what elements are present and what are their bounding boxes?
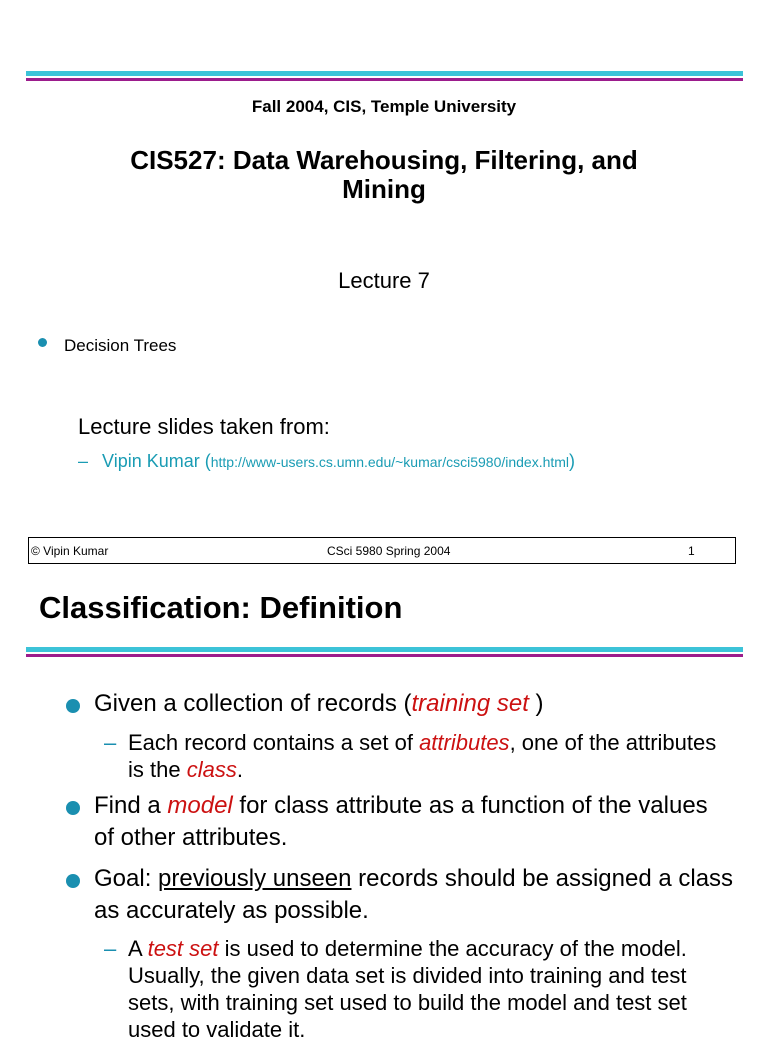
bullet-text: records should be assigned a class as accurately as possible. [94, 865, 734, 924]
bullet-text: Goal: [94, 865, 159, 892]
bullet-text: for class attribute as a function of the values of other attributes. [94, 792, 708, 851]
source-author: Vipin Kumar ( [102, 451, 211, 471]
header-rule [26, 71, 743, 81]
sub-bullet-text: . [236, 757, 243, 782]
lecture-number: Lecture 7 [338, 268, 430, 293]
emphasis-model: model [167, 792, 233, 819]
course-title [0, 146, 768, 204]
emphasis-attributes: attributes [419, 730, 510, 755]
source-line [78, 451, 575, 472]
sub-bullet-text: Each record contains a set of [128, 730, 420, 755]
bullet-dot-icon [66, 699, 80, 713]
source-close-paren: ) [569, 451, 576, 471]
course-title-line1: CIS527: Data Warehousing, Filtering, and [130, 145, 638, 175]
sub-bullet-text: , one of the attributes is the [128, 730, 717, 782]
dash-bullet-icon: – [78, 451, 89, 471]
slide-title: Classification: Definition [39, 590, 403, 625]
bullet-text: Given a collection of records ( [94, 690, 412, 717]
slides-source-label: Lecture slides taken from: [78, 414, 330, 439]
title-rule [26, 647, 743, 657]
sub-bullet-text: A [128, 936, 148, 961]
topic-bullet-text: Decision Trees [64, 336, 177, 355]
emphasis-class: class [186, 757, 237, 782]
source-url-link[interactable]: http://www-users.cs.umn.edu/~kumar/csci5980/index.html [210, 454, 570, 470]
bullet-text: ) [528, 690, 544, 717]
dash-bullet-icon: – [104, 730, 117, 755]
footer-page-number: 1 [688, 544, 695, 558]
bullet-dot-icon [66, 874, 80, 888]
bullet-text: Find a [94, 792, 168, 819]
topic-bullet [38, 336, 176, 356]
footer-copyright: © Vipin Kumar [31, 544, 109, 558]
underlined-previously-unseen: previously unseen [158, 865, 352, 892]
course-title-line2: Mining [342, 174, 426, 204]
sub-bullet-text: is used to determine the accuracy of the model. Usually, the given data set is divided into training and test sets, with training set used to build the model and test set used to validate it. [128, 936, 687, 1042]
bullet-dot-icon [66, 801, 80, 815]
footer-course: CSci 5980 Spring 2004 [327, 544, 451, 558]
dash-bullet-icon: – [104, 936, 117, 961]
slide-footer [28, 537, 736, 564]
emphasis-training-set: training set [411, 690, 529, 717]
university-heading: Fall 2004, CIS, Temple University [251, 97, 517, 116]
bullet-dot-icon [38, 338, 47, 347]
emphasis-test-set: test set [147, 936, 219, 961]
